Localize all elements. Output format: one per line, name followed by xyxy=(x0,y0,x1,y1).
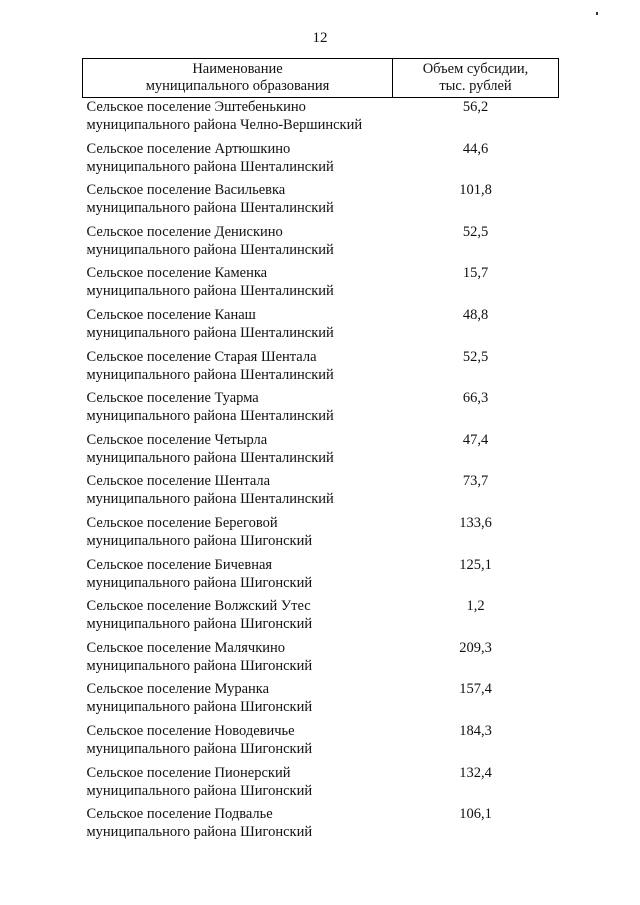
municipality-cell xyxy=(83,556,393,598)
subsidy-amount-cell: 48,8 xyxy=(462,306,489,323)
table-row xyxy=(83,140,559,182)
subsidy-amount-cell: 133,6 xyxy=(459,514,492,531)
scan-speck xyxy=(596,12,598,15)
table-header-row xyxy=(83,59,559,98)
municipality-cell xyxy=(83,348,393,390)
table-row xyxy=(83,639,559,681)
district-name: муниципального района Шенталинский xyxy=(86,324,334,341)
settlement-name: Сельское поселение Старая Шентала xyxy=(86,348,317,365)
table-body xyxy=(83,98,559,847)
table-row xyxy=(83,98,559,140)
subsidy-amount-cell: 73,7 xyxy=(462,473,489,490)
table-row xyxy=(83,348,559,390)
district-name: муниципального района Шенталинский xyxy=(86,158,334,175)
subsidy-amount-cell: 101,8 xyxy=(459,182,492,199)
municipality-cell xyxy=(83,264,393,306)
subsidy-amount-cell: 209,3 xyxy=(459,639,492,656)
subsidy-amount-cell: 66,3 xyxy=(462,390,489,407)
table-row xyxy=(83,181,559,223)
table-row xyxy=(83,680,559,722)
municipality-cell xyxy=(83,597,393,639)
district-name: муниципального района Шигонский xyxy=(86,699,313,716)
district-name: муниципального района Шигонский xyxy=(86,824,313,841)
subsidy-amount-cell: 106,1 xyxy=(459,806,492,823)
subsidy-amount-cell: 15,7 xyxy=(462,265,489,282)
settlement-name: Сельское поселение Новодевичье xyxy=(86,722,295,739)
municipality-cell xyxy=(83,389,393,431)
municipality-cell xyxy=(83,764,393,806)
subsidy-amount-cell: 1,2 xyxy=(466,598,485,615)
table-row xyxy=(83,514,559,556)
subsidy-amount-cell: 184,3 xyxy=(459,722,492,739)
table-row xyxy=(83,472,559,514)
municipality-cell xyxy=(83,514,393,556)
table-row xyxy=(83,306,559,348)
table-row xyxy=(83,805,559,847)
district-name: муниципального района Челно-Вершинский xyxy=(86,117,363,133)
municipality-cell xyxy=(83,722,393,764)
settlement-name: Сельское поселение Шентала xyxy=(86,473,271,490)
municipality-cell xyxy=(83,140,393,182)
table-row xyxy=(83,556,559,598)
district-name: муниципального района Шигонский xyxy=(86,574,313,591)
settlement-name: Сельское поселение Васильевка xyxy=(86,182,286,199)
district-name: муниципального района Шигонский xyxy=(86,782,313,799)
district-name: муниципального района Шенталинский xyxy=(86,491,334,508)
municipality-cell xyxy=(83,431,393,473)
municipality-cell xyxy=(83,680,393,722)
settlement-name: Сельское поселение Каменка xyxy=(86,265,268,282)
settlement-name: Сельское поселение Береговой xyxy=(86,514,278,531)
municipality-cell xyxy=(83,805,393,847)
municipality-cell xyxy=(83,98,393,140)
municipality-cell xyxy=(83,181,393,223)
table-row xyxy=(83,431,559,473)
settlement-name: Сельское поселение Подвалье xyxy=(86,806,273,823)
subsidy-amount-cell: 157,4 xyxy=(459,681,492,698)
subsidy-amount-cell: 125,1 xyxy=(459,556,492,573)
settlement-name: Сельское поселение Туарма xyxy=(86,390,259,407)
table-row xyxy=(83,764,559,806)
municipality-cell xyxy=(83,223,393,265)
subsidy-amount-cell: 47,4 xyxy=(462,431,489,448)
district-name: муниципального района Шигонский xyxy=(86,532,313,549)
header-subsidy-amount xyxy=(393,59,559,98)
subsidy-amount-cell: 52,5 xyxy=(462,223,489,240)
subsidy-amount-cell: 56,2 xyxy=(462,99,489,115)
settlement-name: Сельское поселение Бичевная xyxy=(86,556,273,573)
settlement-name: Сельское поселение Муранка xyxy=(86,681,270,698)
district-name: муниципального района Шигонский xyxy=(86,616,313,633)
settlement-name: Сельское поселение Денискино xyxy=(86,223,283,240)
district-name: муниципального района Шигонский xyxy=(86,740,313,757)
settlement-name: Сельское поселение Малячкино xyxy=(86,639,286,656)
settlement-name: Сельское поселение Канаш xyxy=(86,306,256,323)
header-amount-line1: Объем субсидии, xyxy=(422,61,529,77)
district-name: муниципального района Шенталинский xyxy=(86,283,334,300)
page-number: 12 xyxy=(312,30,328,46)
settlement-name: Сельское поселение Артюшкино xyxy=(86,140,291,157)
municipality-cell xyxy=(83,306,393,348)
header-municipality-line2: муниципального образования xyxy=(145,78,330,94)
district-name: муниципального района Шенталинский xyxy=(86,408,334,425)
settlement-name: Сельское поселение Эштебенькино xyxy=(86,99,306,115)
table-row xyxy=(83,223,559,265)
district-name: муниципального района Шенталинский xyxy=(86,366,334,383)
district-name: муниципального района Шенталинский xyxy=(86,449,334,466)
district-name: муниципального района Шенталинский xyxy=(86,200,334,217)
settlement-name: Сельское поселение Пионерский xyxy=(86,764,291,781)
district-name: муниципального района Шенталинский xyxy=(86,241,334,258)
municipality-cell xyxy=(83,472,393,514)
settlement-name: Сельское поселение Волжский Утес xyxy=(86,598,311,615)
header-municipality-line1: Наименование xyxy=(192,61,283,77)
municipality-cell xyxy=(83,639,393,681)
district-name: муниципального района Шигонский xyxy=(86,657,313,674)
subsidy-amount-cell: 52,5 xyxy=(462,348,489,365)
settlement-name: Сельское поселение Четырла xyxy=(86,431,268,448)
subsidy-amount-cell: 132,4 xyxy=(459,764,492,781)
table-row xyxy=(83,389,559,431)
header-municipality xyxy=(83,59,393,98)
header-amount-line2: тыс. рублей xyxy=(439,78,512,94)
subsidy-table xyxy=(82,58,559,847)
table-row xyxy=(83,597,559,639)
subsidy-amount-cell: 44,6 xyxy=(462,140,489,157)
table-row xyxy=(83,264,559,306)
table-row xyxy=(83,722,559,764)
